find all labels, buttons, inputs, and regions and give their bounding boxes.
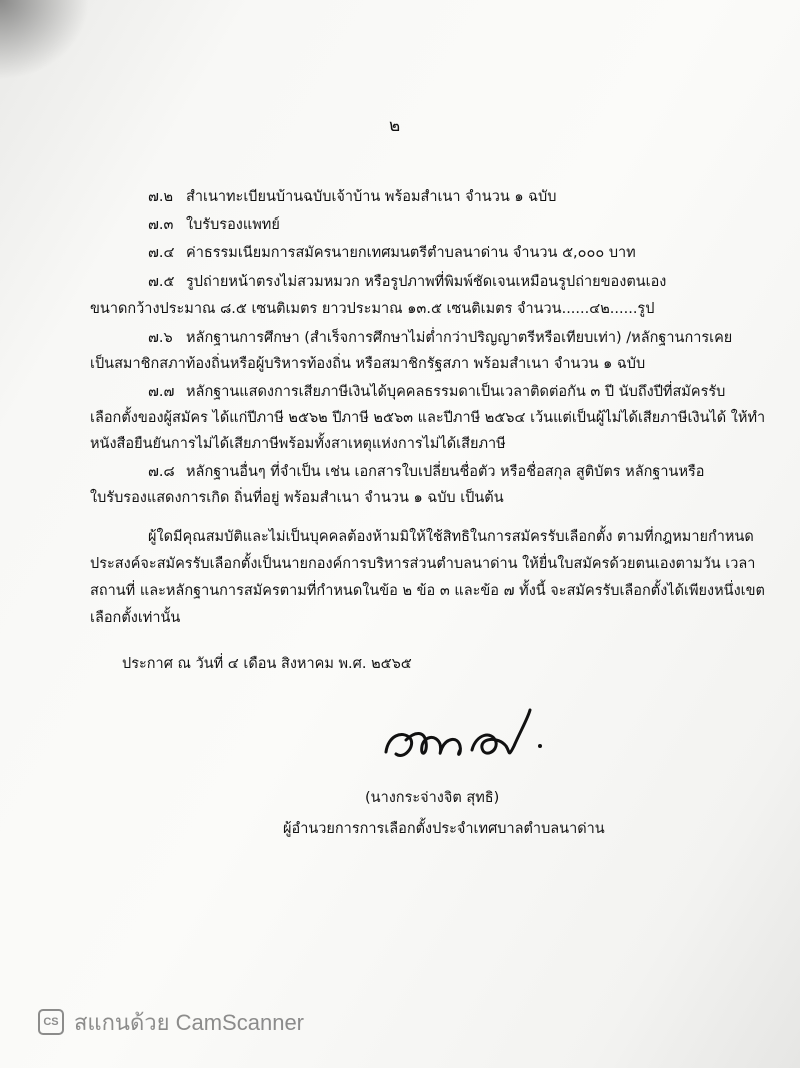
camscanner-watermark — [38, 1007, 304, 1037]
item-7-6-continuation: เป็นสมาชิกสภาท้องถิ่นหรือผู้บริหารท้องถิ่น หรือสมาชิกรัฐสภา พร้อมสำเนา จำนวน ๑ ฉบับ — [90, 356, 646, 372]
item-7-7 — [148, 382, 725, 402]
item-number: ๗.๒ — [148, 189, 174, 205]
item-number: ๗.๗ — [148, 384, 175, 400]
item-7-4 — [148, 243, 636, 263]
page-number: ๒ — [389, 116, 401, 136]
item-text: หลักฐานอื่นๆ ที่จำเป็น เช่น เอกสารใบเปลี่ยนชื่อตัว หรือชื่อสกุล สูติบัตร หลักฐานหรือ — [186, 464, 705, 480]
item-number: ๗.๖ — [148, 330, 173, 346]
signer-title: ผู้อำนวยการการเลือกตั้งประจำเทศบาลตำบลนาด่าน — [283, 821, 605, 837]
item-7-5 — [148, 272, 666, 292]
paragraph-line: ผู้ใดมีคุณสมบัติและไม่เป็นบุคคลต้องห้ามมิให้ใช้สิทธิในการสมัครรับเลือกตั้ง ตามที่กฎหมายกำหนด — [148, 529, 754, 545]
item-number: ๗.๘ — [148, 464, 175, 480]
item-7-7-continuation: หนังสือยืนยันการไม่ได้เสียภาษีพร้อมทั้งสาเหตุแห่งการไม่ได้เสียภาษี — [90, 436, 506, 452]
item-number: ๗.๕ — [148, 274, 175, 290]
paragraph-line: เลือกตั้งเท่านั้น — [90, 610, 181, 626]
paragraph-line: สถานที่ และหลักฐานการสมัครตามที่กำหนดในข้อ ๒ ข้อ ๓ และข้อ ๗ ทั้งนี้ จะสมัครรับเลือกตั้งได้เพียงหนึ่งเขต — [90, 583, 765, 599]
item-text: หลักฐานการศึกษา (สำเร็จการศึกษาไม่ต่ำกว่าปริญญาตรีหรือเทียบเท่า) /หลักฐานการเคย — [186, 330, 733, 346]
item-text: ค่าธรรมเนียมการสมัครนายกเทศมนตรีตำบลนาด่าน จำนวน ๕,๐๐๐ บาท — [186, 245, 636, 261]
item-text: สำเนาทะเบียนบ้านฉบับเจ้าบ้าน พร้อมสำเนา จำนวน ๑ ฉบับ — [186, 189, 557, 205]
item-7-6 — [148, 328, 732, 348]
item-7-8-continuation: ใบรับรองแสดงการเกิด ถิ่นที่อยู่ พร้อมสำเนา จำนวน ๑ ฉบับ เป็นต้น — [90, 490, 504, 506]
item-7-8 — [148, 462, 705, 482]
handwritten-signature — [380, 700, 560, 770]
scan-shadow — [0, 0, 90, 80]
paragraph-line: ประสงค์จะสมัครรับเลือกตั้งเป็นนายกองค์การบริหารส่วนตำบลนาด่าน ให้ยื่นใบสมัครด้วยตนเองตามวัน เวลา — [90, 556, 756, 572]
item-7-7-continuation: เลือกตั้งของผู้สมัคร ได้แก่ปีภาษี ๒๕๖๒ ปีภาษี ๒๕๖๓ และปีภาษี ๒๕๖๔ เว้นแต่เป็นผู้ไม่ได้เสียภาษีเงินได้ ให้ทำ — [90, 410, 766, 426]
item-number: ๗.๔ — [148, 245, 175, 261]
item-text: หลักฐานแสดงการเสียภาษีเงินได้บุคคลธรรมดาเป็นเวลาติดต่อกัน ๓ ปี นับถึงปีที่สมัครรับ — [186, 384, 726, 400]
item-7-5-continuation: ขนาดกว้างประมาณ ๘.๕ เซนติเมตร ยาวประมาณ ๑๓.๕ เซนติเมตร จำนวน......๔๒......รูป — [90, 301, 655, 317]
camscanner-logo-icon: CS — [38, 1009, 64, 1035]
item-7-2 — [148, 187, 556, 207]
item-text: ใบรับรองแพทย์ — [186, 217, 280, 233]
announcement-date: ประกาศ ณ วันที่ ๔ เดือน สิงหาคม พ.ศ. ๒๕๖๕ — [122, 656, 412, 672]
signer-name: (นางกระจ่างจิต สุทธิ) — [365, 790, 500, 806]
watermark-text: สแกนด้วย CamScanner — [74, 1009, 305, 1035]
item-7-3 — [148, 215, 280, 235]
item-number: ๗.๓ — [148, 217, 174, 233]
item-text: รูปถ่ายหน้าตรงไม่สวมหมวก หรือรูปภาพที่พิมพ์ชัดเจนเหมือนรูปถ่ายของตนเอง — [186, 274, 667, 290]
